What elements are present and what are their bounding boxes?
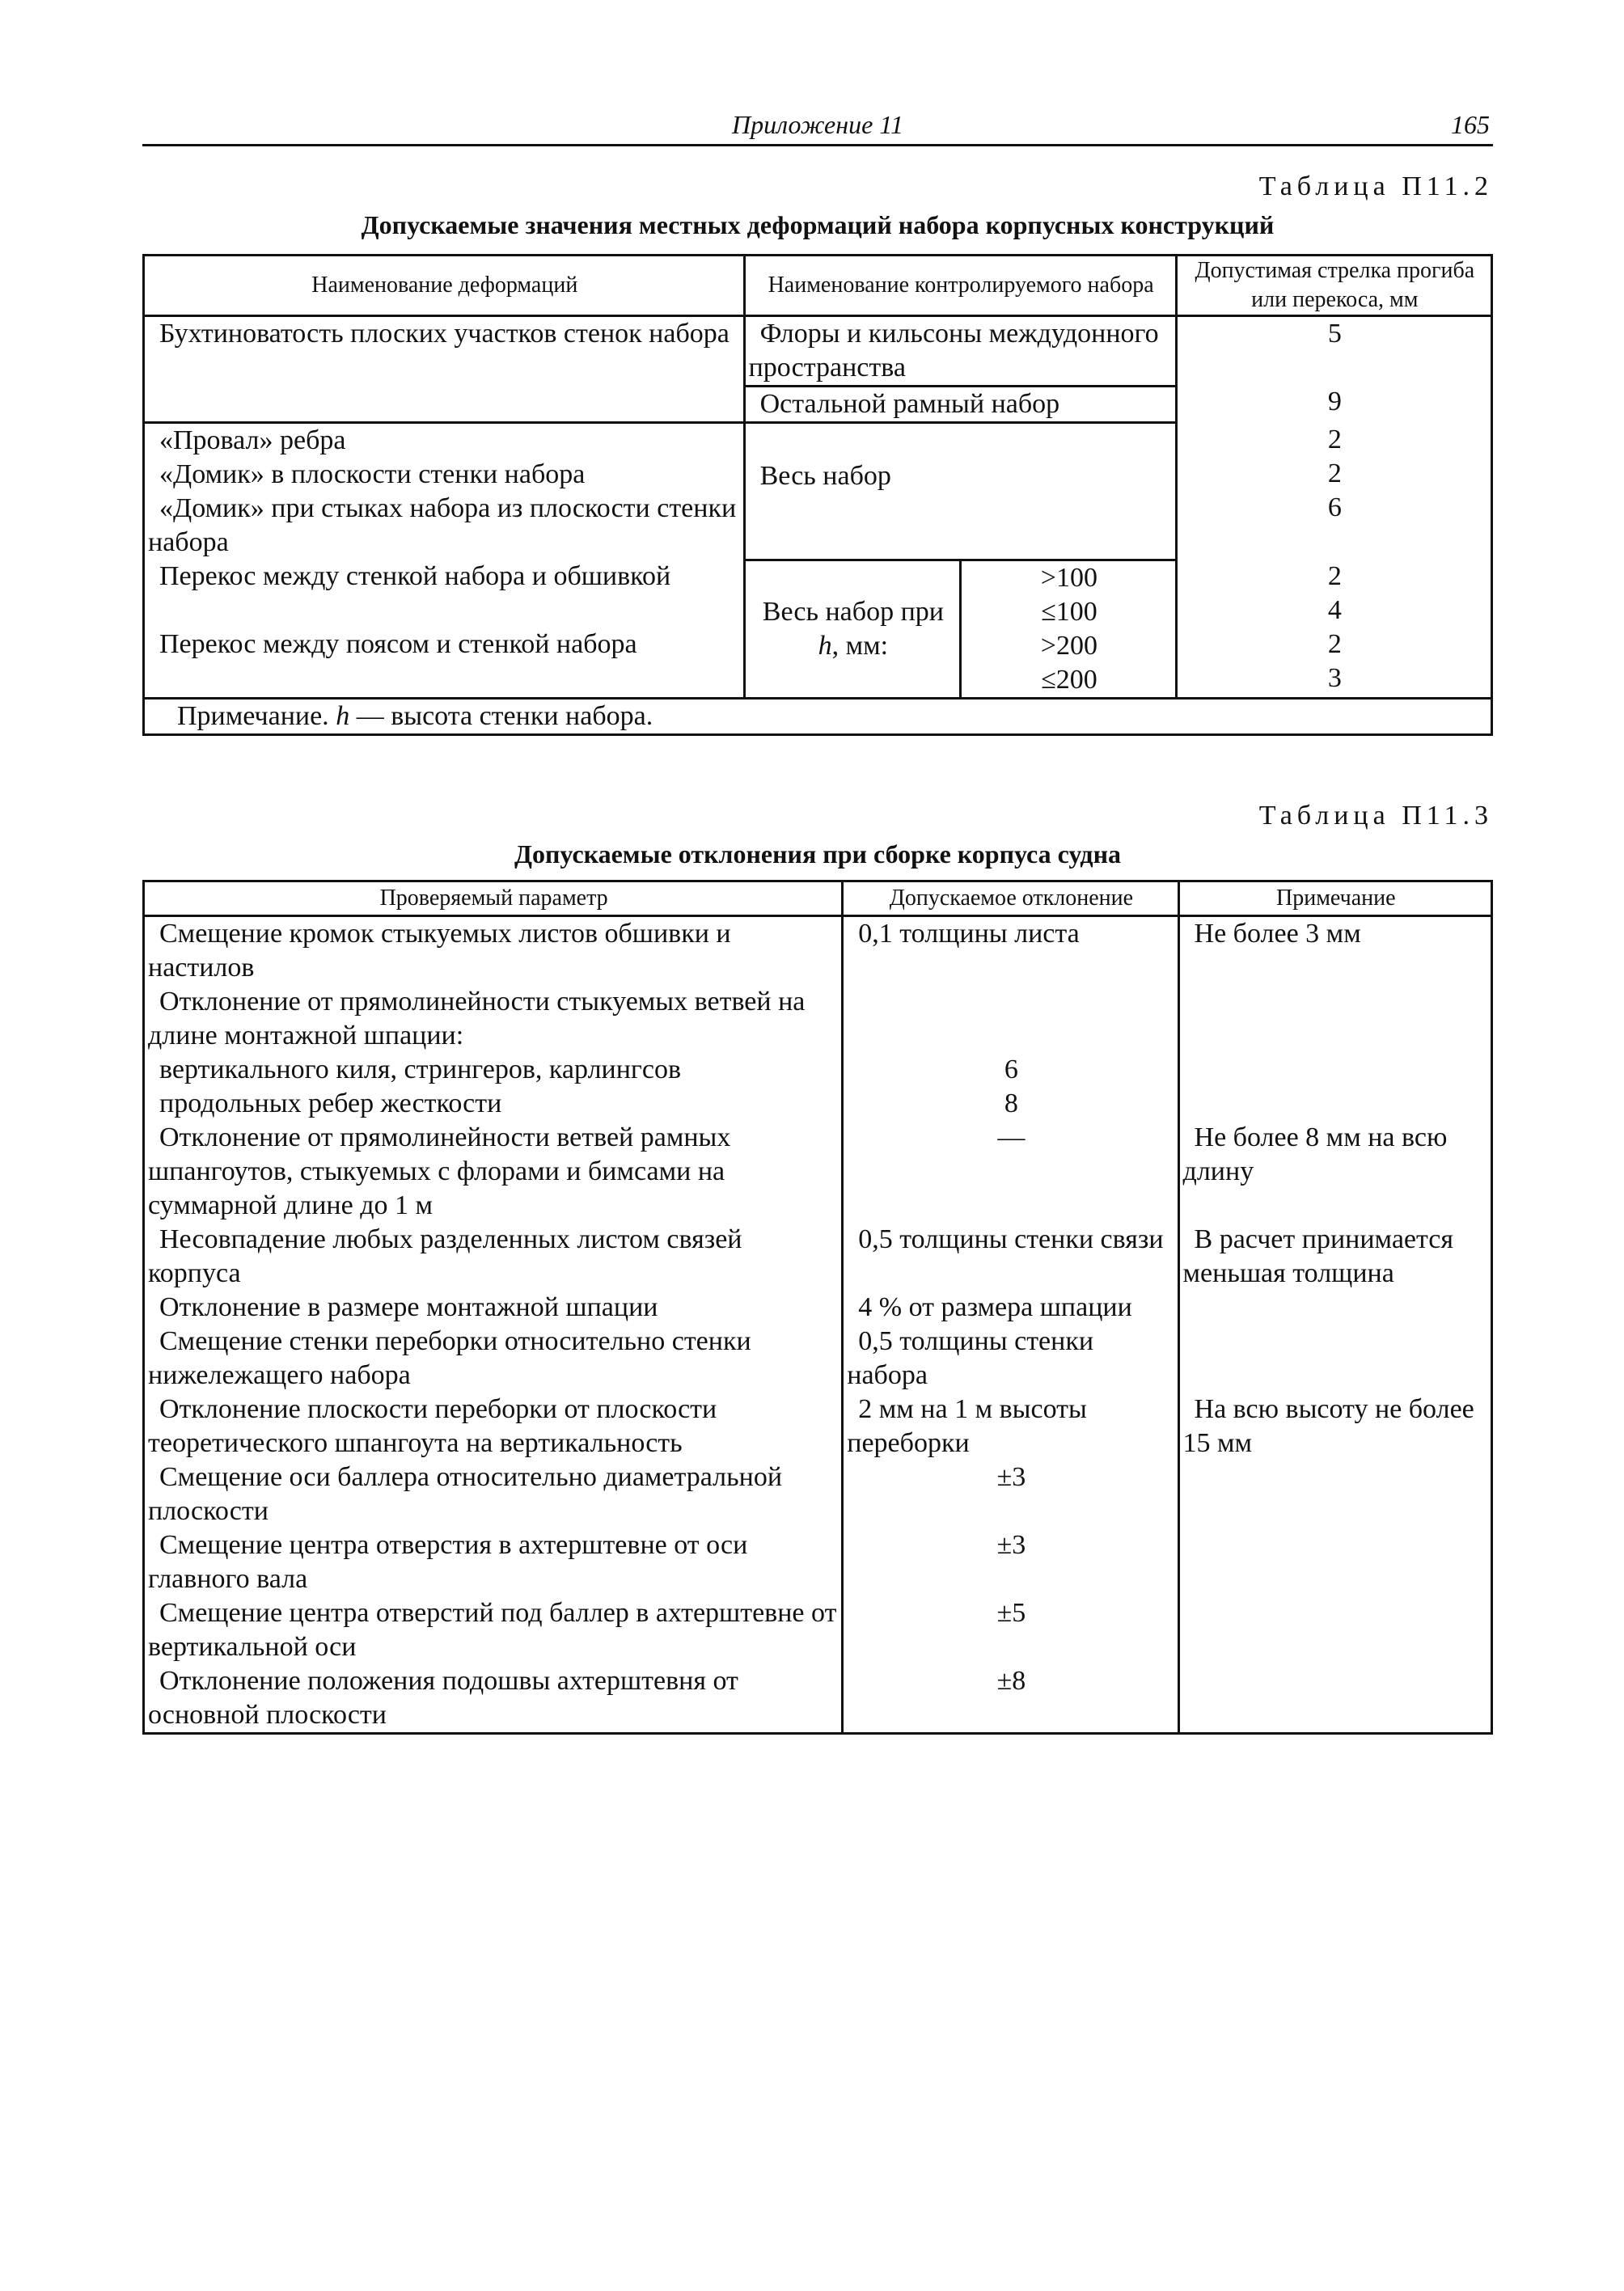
value: 9 [1327, 387, 1342, 416]
remark [1178, 985, 1491, 1053]
page-number: 165 [1451, 110, 1490, 139]
parameter-text: Несовпадение любых разделенных листом связей корпуса [148, 1224, 742, 1288]
remark-text: Не более 3 мм [1194, 919, 1361, 949]
parameter [144, 1053, 843, 1087]
parameter [144, 1393, 843, 1460]
table2-header-cell: Проверяемый параметр [144, 881, 843, 916]
remark-text: В расчет принимается меньшая толщина [1182, 1224, 1454, 1288]
table1-header-cell: Наименование деформаций [144, 256, 745, 316]
table-row [144, 560, 1492, 698]
table2-header-row [144, 881, 1492, 916]
deviation [843, 916, 1178, 986]
table-row [144, 1528, 1492, 1596]
parameter [144, 1325, 843, 1393]
deviation: ±3 [843, 1528, 1178, 1596]
parameter-text: продольных ребер жесткости [159, 1088, 502, 1118]
deviation: 6 [843, 1053, 1178, 1087]
controlled-set: Остальной рамный набор [744, 387, 1176, 423]
parameter-text: Отклонение положения подошвы ахтерштевня от основной плоскости [148, 1666, 738, 1730]
table-row [144, 1393, 1492, 1460]
value: 4 [1327, 595, 1342, 625]
remark [1178, 1528, 1491, 1596]
h-thresholds [961, 560, 1177, 698]
set-variable: h [818, 630, 832, 661]
parameter [144, 1087, 843, 1121]
parameter-text: Отклонение от прямолинейности стыкуемых ветвей на длине монтажной шпации: [148, 987, 806, 1050]
value: 5 [1327, 319, 1342, 349]
parameter-text: вертикального киля, стрингеров, карлингсов [159, 1055, 682, 1084]
parameter [144, 1121, 843, 1223]
threshold: >100 [1040, 562, 1097, 593]
table1-header-row [144, 256, 1492, 316]
deformation-name: «Провал» ребра [159, 425, 346, 455]
table-row [144, 985, 1492, 1053]
deviation-text: 0,5 толщины стенки набора [847, 1326, 1094, 1390]
deviation [843, 1325, 1178, 1393]
value [1181, 525, 1489, 559]
table-row [144, 1596, 1492, 1664]
table-row [144, 316, 1492, 387]
deviation-text: 0,1 толщины листа [858, 919, 1080, 949]
remark [1178, 1053, 1491, 1087]
remark-text: Не более 8 мм на всю длину [1182, 1122, 1448, 1186]
parameter [144, 1291, 843, 1325]
controlled-set: Флоры и кильсоны междудонного пространства [744, 316, 1176, 387]
table-assembly-deviations [142, 880, 1493, 1735]
remark [1178, 1460, 1491, 1528]
set-unit: , мм: [831, 630, 889, 661]
deformation-values [1176, 423, 1491, 560]
parameter-text: Отклонение плоскости переборки от плоскости теоретического шпангоута на вертикальность [148, 1394, 717, 1458]
deviation-text: 0,5 толщины стенки связи [858, 1224, 1164, 1254]
parameter [144, 1460, 843, 1528]
threshold: ≤200 [1041, 664, 1097, 695]
spacer [148, 662, 742, 695]
header-title: Приложение 11 [732, 110, 903, 139]
note-prefix: Примечание. [177, 700, 336, 731]
deviation [843, 1291, 1178, 1325]
parameter-text: Смещение центра отверстия в ахтерштевне от оси главного вала [148, 1530, 748, 1594]
remark-text: На всю высоту не более 15 мм [1182, 1394, 1474, 1458]
table2-caption: Допускаемые отклонения при сборке корпуса судна [514, 839, 1122, 869]
table-row [144, 1053, 1492, 1087]
parameter [144, 1596, 843, 1664]
spacer [148, 594, 742, 628]
controlled-set [744, 560, 961, 698]
deviation [843, 1223, 1178, 1291]
value: 3 [1327, 663, 1342, 693]
value: 2 [1327, 458, 1342, 488]
remark [1178, 1393, 1491, 1460]
table-deformations [142, 254, 1493, 736]
table2-header-cell: Примечание [1178, 881, 1491, 916]
table1-header-cell: Наименование контролируемого набора [744, 256, 1176, 316]
remark [1178, 1291, 1491, 1325]
value: 2 [1327, 561, 1342, 591]
parameter-text: Смещение оси баллера относительно диаметральной плоскости [148, 1462, 783, 1526]
deviation: ±5 [843, 1596, 1178, 1664]
deviation: ±8 [843, 1664, 1178, 1734]
value [1181, 351, 1489, 385]
value: 2 [1327, 424, 1342, 454]
parameter [144, 1528, 843, 1596]
note-variable: h [336, 700, 350, 731]
parameter-text: Отклонение от прямолинейности ветвей рамных шпангоутов, стыкуемых с флорами и бимсами на суммарной длине до 1 м [148, 1122, 731, 1220]
table-row [144, 916, 1492, 986]
parameter [144, 916, 843, 986]
deviation: — [843, 1121, 1178, 1223]
parameter-text: Смещение кромок стыкуемых листов обшивки и настилов [148, 919, 731, 983]
deformation-name: «Домик» в плоскости стенки набора [159, 459, 586, 489]
deformation-name-group [144, 423, 745, 560]
table1-header-cell: Допустимая стрелка прогиба или перекоса, мм [1176, 256, 1491, 316]
table2-label: Таблица П11.3 [1258, 801, 1493, 831]
deviation-text: 4 % от размера шпации [858, 1292, 1132, 1322]
value: 6 [1327, 492, 1342, 522]
deformation-values [1176, 560, 1491, 698]
deviation: ±3 [843, 1460, 1178, 1528]
deformation-name-group [144, 560, 745, 698]
parameter-text: Смещение стенки переборки относительно стенки нижележащего набора [148, 1326, 751, 1390]
table-row [144, 1087, 1492, 1121]
table-row [144, 1325, 1492, 1393]
controlled-set: Весь набор [744, 423, 1176, 560]
deviation [843, 1393, 1178, 1460]
deviation: 8 [843, 1087, 1178, 1121]
table-row [144, 1460, 1492, 1528]
set-label: Весь набор при [762, 596, 944, 627]
parameter-text: Смещение центра отверстий под баллер в ахтерштевне от вертикальной оси [148, 1598, 837, 1662]
remark [1178, 1325, 1491, 1393]
remark [1178, 1121, 1491, 1223]
parameter [144, 1223, 843, 1291]
remark [1178, 1223, 1491, 1291]
table1-label: Таблица П11.2 [1258, 171, 1493, 201]
deformation-name: «Домик» при стыках набора из плоскости стенки набора [148, 493, 737, 557]
deformation-name: Перекос между поясом и стенкой набора [159, 629, 637, 659]
deformation-values [1176, 316, 1491, 423]
remark [1178, 1087, 1491, 1121]
table-row [144, 423, 1492, 560]
running-header [142, 104, 1493, 146]
deviation [843, 985, 1178, 1053]
remark [1178, 1596, 1491, 1664]
table1-note [144, 698, 1492, 734]
note-text: — высота стенки набора. [349, 700, 653, 731]
table1-caption: Допускаемые значения местных деформаций набора корпусных конструкций [361, 210, 1275, 239]
threshold: >200 [1040, 630, 1097, 661]
deviation-text: 2 мм на 1 м высоты переборки [847, 1394, 1087, 1458]
table2-header-cell: Допускаемое отклонение [843, 881, 1178, 916]
parameter [144, 1664, 843, 1734]
table-row [144, 1664, 1492, 1734]
table-row [144, 1291, 1492, 1325]
table-row [144, 1121, 1492, 1223]
deformation-name: Бухтиноватость плоских участков стенок набора [144, 316, 745, 423]
deformation-name: Перекос между стенкой набора и обшивкой [159, 561, 671, 591]
parameter [144, 985, 843, 1053]
threshold: ≤100 [1041, 596, 1097, 627]
table1-note-row [144, 698, 1492, 734]
value: 2 [1327, 629, 1342, 659]
table-row [144, 1223, 1492, 1291]
remark [1178, 916, 1491, 986]
parameter-text: Отклонение в размере монтажной шпации [159, 1292, 658, 1322]
remark [1178, 1664, 1491, 1734]
